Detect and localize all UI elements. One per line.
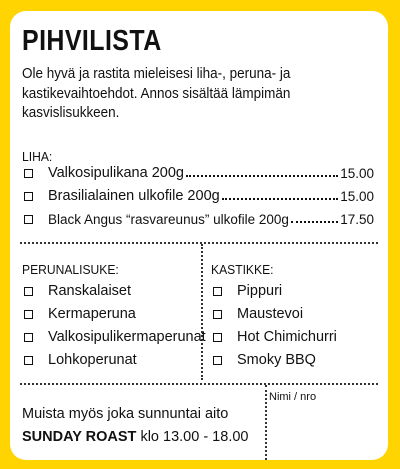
menu-card: [10, 11, 388, 460]
dot-leader: [291, 221, 338, 223]
sauce-option[interactable]: [213, 281, 282, 301]
checkbox[interactable]: [213, 333, 222, 342]
signature-field[interactable]: [268, 405, 378, 455]
potato-label: Valkosipulikermaperunat: [48, 329, 206, 345]
potato-heading: PERUNALISUKE:: [22, 262, 119, 277]
checkbox[interactable]: [24, 169, 33, 178]
section-divider: [20, 242, 378, 244]
potato-option[interactable]: [24, 327, 206, 347]
potato-option[interactable]: [24, 350, 137, 370]
signature-divider: [265, 385, 267, 460]
potato-option[interactable]: [24, 304, 136, 324]
meat-heading: LIHA:: [22, 149, 53, 164]
checkbox[interactable]: [213, 287, 222, 296]
checkbox[interactable]: [24, 287, 33, 296]
footer-divider: [20, 383, 378, 385]
meat-option[interactable]: [24, 163, 374, 183]
checkbox[interactable]: [213, 310, 222, 319]
sauce-option[interactable]: [213, 327, 337, 347]
potato-label: Ranskalaiset: [48, 283, 132, 299]
checkbox[interactable]: [24, 215, 33, 224]
meat-option[interactable]: [24, 209, 374, 229]
checkbox[interactable]: [24, 333, 33, 342]
sauce-heading: KASTIKKE:: [211, 262, 274, 277]
potato-label: Kermaperuna: [48, 306, 136, 322]
meat-label: Valkosipulikana 200g: [48, 165, 184, 181]
menu-title: PIHVILISTA: [22, 25, 162, 57]
sauce-label: Smoky BBQ: [237, 352, 316, 368]
checkbox[interactable]: [24, 192, 33, 201]
column-divider: [201, 244, 203, 380]
meat-price: 17.50: [340, 211, 374, 227]
dot-leader: [186, 175, 338, 177]
sauce-label: Hot Chimichurri: [237, 329, 337, 345]
meat-price: 15.00: [340, 165, 374, 181]
sauce-label: Maustevoi: [237, 306, 304, 322]
checkbox[interactable]: [213, 356, 222, 365]
meat-label: Black Angus “rasvareunus” ulkofile 200g: [48, 211, 289, 227]
sunday-roast-line2: [22, 429, 248, 445]
meat-option[interactable]: [24, 186, 374, 206]
meat-label: Brasilialainen ulkofile 200g: [48, 188, 220, 204]
checkbox[interactable]: [24, 356, 33, 365]
sunday-roast-time: klo 13.00 - 18.00: [136, 429, 249, 445]
meat-price: 15.00: [340, 188, 374, 204]
intro-text: Ole hyvä ja rastita mieleisesi liha-, peruna- ja kastikevaihtoehdot. Annos sisältää lämpimän kasvislisukkeen.: [22, 66, 291, 121]
sunday-roast-highlight: SUNDAY ROAST: [22, 429, 137, 445]
signature-label: Nimi / nro: [269, 391, 317, 403]
potato-label: Lohkoperunat: [48, 352, 137, 368]
sauce-label: Pippuri: [237, 283, 283, 299]
sauce-option[interactable]: [213, 304, 303, 324]
potato-option[interactable]: [24, 281, 131, 301]
sunday-roast-line1: Muista myös joka sunnuntai aito: [22, 406, 229, 422]
dot-leader: [222, 198, 339, 200]
checkbox[interactable]: [24, 310, 33, 319]
sauce-option[interactable]: [213, 350, 316, 370]
